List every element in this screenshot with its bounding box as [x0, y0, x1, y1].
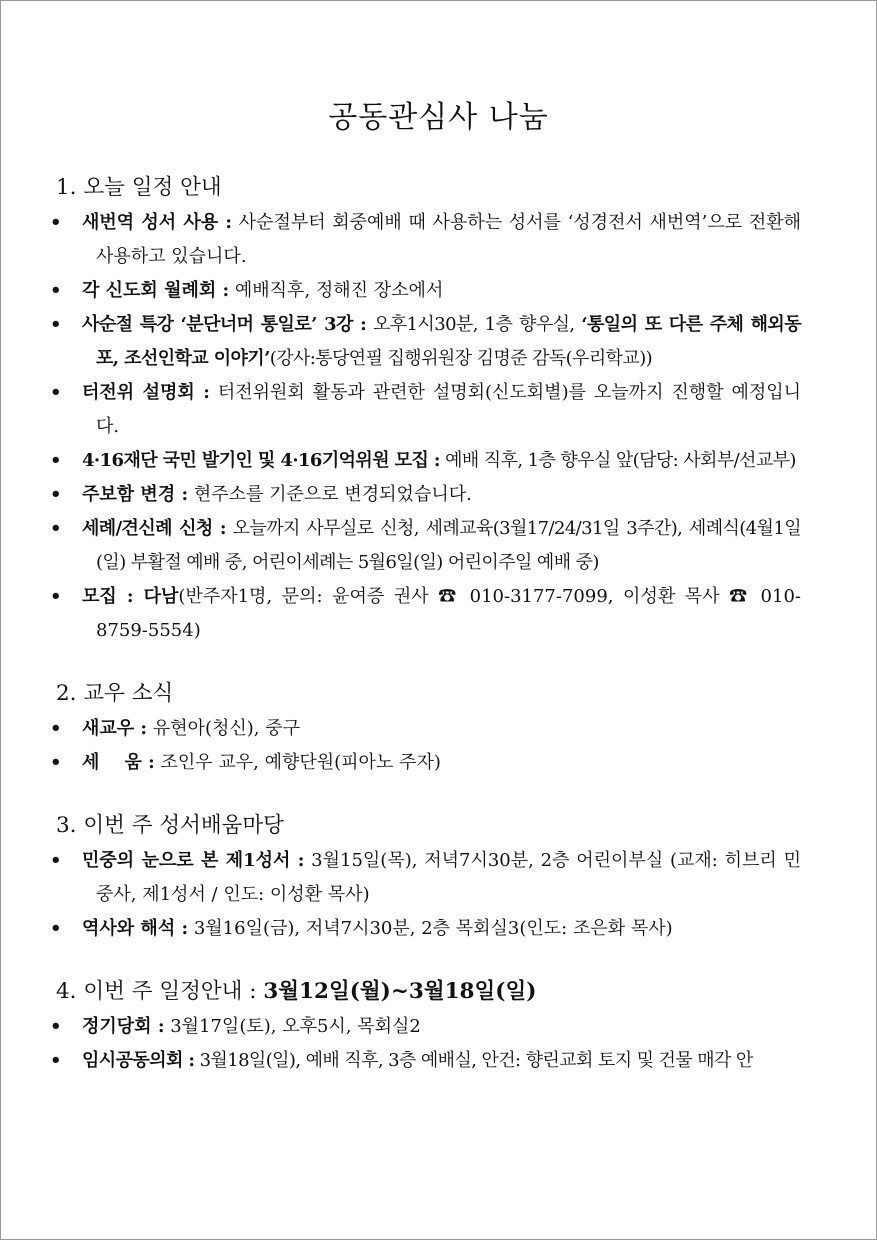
item-text: 3월17일(토), 오후5시, 목회실2 [164, 1016, 421, 1037]
item-label: 4·16재단 국민 발기인 및 4·16기억위원 모집 : [82, 450, 440, 471]
item-text: 예배직후, 정해진 장소에서 [229, 280, 444, 301]
list-item: • 역사와 해석 : 3월16일(금), 저녁7시30분, 2층 목회실3(인도: 조은화 목사) [50, 918, 673, 939]
document-body [50, 172, 802, 1078]
item-text: 오늘까지 사무실로 신청, 세례교육(3월17/24/31일 3주간), 세례식(4월1일(일) 부활절 예배 중, 어린이세례는 5월6일(일) 어린이주일 예배 중) [96, 518, 801, 573]
item-label: 각 신도회 월례회 : [82, 280, 230, 301]
item-label: 세례/견신례 신청 : [82, 518, 226, 539]
item-text: 3월18일(일), 예배 직후, 3층 예배실, 안건: 향린교회 토지 및 건물 매각 안 [194, 1050, 753, 1071]
item-label: 민중의 눈으로 본 제1성서 : [82, 850, 305, 871]
list-item: • 새번역 성서 사용 : 사순절부터 회중예배 때 사용하는 성서를 ‘성경전서 새번역’으로 전환해 사용하고 있습니다. [50, 212, 801, 267]
section-4-title-text: 4. 이번 주 일정안내 : [56, 979, 264, 1004]
item-label: 세 움 : [82, 752, 155, 773]
item-text: 사순절부터 회중예배 때 사용하는 성서를 ‘성경전서 새번역’으로 전환해 사용하고 있습니다. [96, 212, 801, 267]
item-label: 주보함 변경 : [82, 484, 189, 505]
list-item: • 사순절 특강 ‘분단너머 통일로’ 3강 : 오후1시30분, 1층 향우실, ‘통일의 또 다른 주체 해외동포, 조선인학교 이야기’(강사:통당연필 집행위원장 김명준 감독(우리학교)) [50, 314, 801, 369]
item-text: 터전위원회 활동과 관련한 설명회(신도회별)를 오늘까지 진행할 예정입니다. [96, 382, 802, 437]
list-item: • 세례/견신례 신청 : 오늘까지 사무실로 신청, 세례교육(3월17/24/31일 3주간), 세례식(4월1일(일) 부활절 예배 중, 어린이세례는 5월6일(일) 어린이주일 예배 중) [50, 518, 801, 573]
item-label: 모집 : 다남 [82, 586, 179, 607]
list-item: • 정기당회 : 3월17일(토), 오후5시, 목회실2 [50, 1016, 421, 1037]
list-item: • 임시공동의회 : 3월18일(일), 예배 직후, 3층 예배실, 안건: 향린교회 토지 및 건물 매각 안 [50, 1050, 753, 1071]
list-item: • 주보함 변경 : 현주소를 기준으로 변경되었습니다. [50, 484, 472, 505]
item-label: 새번역 성서 사용 : [82, 212, 232, 233]
list-item: • 민중의 눈으로 본 제1성서 : 3월15일(목), 저녁7시30분, 2층 어린이부실 (교재: 히브리 민중사, 제1성서 / 인도: 이성환 목사) [50, 850, 801, 905]
list-item: • 세 움 : 조인우 교우, 예향단원(피아노 주자) [50, 752, 441, 773]
item-text: 유현아(청신), 중구 [147, 718, 301, 739]
item-label: 새교우 : [82, 718, 148, 739]
list-item: • 4·16재단 국민 발기인 및 4·16기억위원 모집 : 예배 직후, 1층 향우실 앞(담당: 사회부/선교부) [50, 450, 796, 471]
item-text: 조인우 교우, 예향단원(피아노 주자) [154, 752, 441, 773]
document-title: 공동관심사 나눔 [328, 100, 549, 135]
lecture-title: ‘통일의 또 다른 주체 해외동포, 조선인학교 이야기’ [96, 314, 801, 369]
section-4-title [56, 976, 801, 1008]
item-text: 오후1시30분, 1층 향우실, [366, 314, 582, 335]
item-text: (반주자1명, 문의: 윤여증 권사 ☎ 010-3177-7099, 이성환 목사 ☎ 010-8759-5554) [96, 586, 801, 641]
list-item: • 새교우 : 유현아(청신), 중구 [50, 718, 301, 739]
item-text: 현주소를 기준으로 변경되었습니다. [188, 484, 472, 505]
item-label: 임시공동의회 : [82, 1050, 195, 1071]
list-item: • 터전위 설명회 : 터전위원회 활동과 관련한 설명회(신도회별)를 오늘까지 진행할 예정입니다. [50, 382, 802, 437]
list-item: • 모집 : 다남(반주자1명, 문의: 윤여증 권사 ☎ 010-3177-7099, 이성환 목사 ☎ 010-8759-5554) [50, 586, 801, 641]
item-label: 사순절 특강 ‘분단너머 통일로’ 3강 : [82, 314, 367, 335]
item-label: 정기당회 : [82, 1016, 165, 1037]
item-label: 역사와 해석 : [82, 918, 189, 939]
item-label: 터전위 설명회 : [82, 382, 210, 403]
section-3-title: 3. 이번 주 성서배움마당 [56, 813, 284, 838]
list-item: • 각 신도회 월례회 : 예배직후, 정해진 장소에서 [50, 280, 444, 301]
item-text: 3월16일(금), 저녁7시30분, 2층 목회실3(인도: 조은화 목사) [188, 918, 673, 939]
item-text: 예배 직후, 1층 향우실 앞(담당: 사회부/선교부) [439, 450, 796, 471]
section-4-date-range: 3월12일(월)~3월18일(일) [263, 979, 537, 1004]
section-2-title: 2. 교우 소식 [56, 681, 174, 706]
item-text: (강사:통당연필 집행위원장 김명준 감독(우리학교)) [269, 348, 653, 369]
section-1-title: 1. 오늘 일정 안내 [56, 175, 222, 200]
item-text: 3월15일(목), 저녁7시30분, 2층 어린이부실 (교재: 히브리 민중사, 제1성서 / 인도: 이성환 목사) [96, 850, 801, 905]
